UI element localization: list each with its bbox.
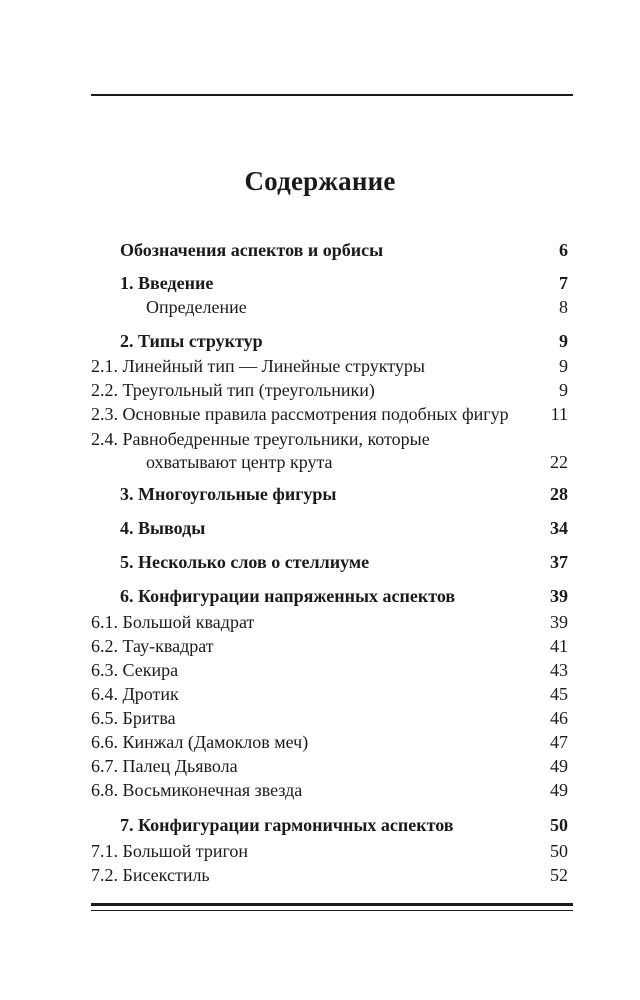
toc-entry-1-label: 1. Введение <box>120 273 214 293</box>
toc-entry-2-page: 9 <box>559 331 568 351</box>
toc-entry-6-7-label: 6.7. Палец Дьявола <box>91 756 238 776</box>
toc-entry-5-page: 37 <box>550 552 568 572</box>
toc-entry-2-1-page: 9 <box>559 356 568 376</box>
toc-entry-2-3-label: 2.3. Основные правила рассмотрения подобных фигур <box>91 404 509 424</box>
toc-entry-3-page: 28 <box>550 484 568 504</box>
toc-entry-7-2-page: 52 <box>550 865 568 885</box>
toc-entry-aspects-page: 6 <box>559 240 568 260</box>
toc-entry-definition-page: 8 <box>559 297 568 317</box>
toc-entry-2-2-label: 2.2. Треугольный тип (треугольники) <box>91 380 375 400</box>
toc-entry-7-label: 7. Конфигурации гармоничных аспектов <box>120 815 454 835</box>
toc-entry-6-label: 6. Конфигурации напряженных аспектов <box>120 586 456 606</box>
toc-entry-6-4-label: 6.4. Дротик <box>91 684 179 704</box>
toc-entry-6-3-label: 6.3. Секира <box>91 660 179 680</box>
toc-entry-6-8-page: 49 <box>550 780 568 800</box>
toc-entry-6-1-page: 39 <box>550 612 568 632</box>
toc-entry-7-1-label: 7.1. Большой тригон <box>91 841 249 861</box>
toc-entry-6-6-label: 6.6. Кинжал (Дамоклов меч) <box>91 732 309 752</box>
toc-entry-2-label: 2. Типы структур <box>120 331 263 351</box>
toc-entry-2-3-page: 11 <box>550 404 568 424</box>
toc-entry-1-page: 7 <box>559 273 568 293</box>
header-rule <box>91 94 573 96</box>
toc-entry-6-2-label: 6.2. Тау-квадрат <box>91 636 214 656</box>
toc-entry-7-2-label: 7.2. Бисекстиль <box>91 865 210 885</box>
toc-entry-6-5-label: 6.5. Бритва <box>91 708 176 728</box>
toc-entry-2-1-label: 2.1. Линейный тип — Линейные структуры <box>91 356 425 376</box>
toc-entry-6-2-page: 41 <box>550 636 568 656</box>
footer-rule-thick <box>91 903 573 906</box>
toc-entry-definition-label: Определение <box>146 297 247 317</box>
toc-entry-aspects-label: Обозначения аспектов и орбисы <box>120 240 384 260</box>
toc-entry-2-4-page: 22 <box>550 452 568 472</box>
toc-entry-6-6-page: 47 <box>550 732 568 752</box>
toc-entry-7-page: 50 <box>550 815 568 835</box>
footer-rule-thin <box>91 910 573 911</box>
toc-entry-6-page: 39 <box>550 586 568 606</box>
toc-entry-6-3-page: 43 <box>550 660 568 680</box>
toc-entry-6-7-page: 49 <box>550 756 568 776</box>
toc-entry-3-label: 3. Многоугольные фигуры <box>120 484 337 504</box>
toc-entry-6-4-page: 45 <box>550 684 568 704</box>
toc-entry-2-4-label-continued: охватывают центр крута <box>146 452 333 472</box>
toc-entry-2-4-label: 2.4. Равнобедренные треугольники, которые <box>91 429 430 449</box>
toc-entry-6-8-label: 6.8. Восьмиконечная звезда <box>91 780 303 800</box>
toc-entry-7-1-page: 50 <box>550 841 568 861</box>
toc-entry-6-5-page: 46 <box>550 708 568 728</box>
toc-entry-5-label: 5. Несколько слов о стеллиуме <box>120 552 370 572</box>
page-title: Содержание <box>244 166 396 196</box>
toc-entry-4-page: 34 <box>550 518 568 538</box>
toc-entry-6-1-label: 6.1. Большой квадрат <box>91 612 255 632</box>
toc-entry-2-2-page: 9 <box>559 380 568 400</box>
toc-entry-4-label: 4. Выводы <box>120 518 206 538</box>
